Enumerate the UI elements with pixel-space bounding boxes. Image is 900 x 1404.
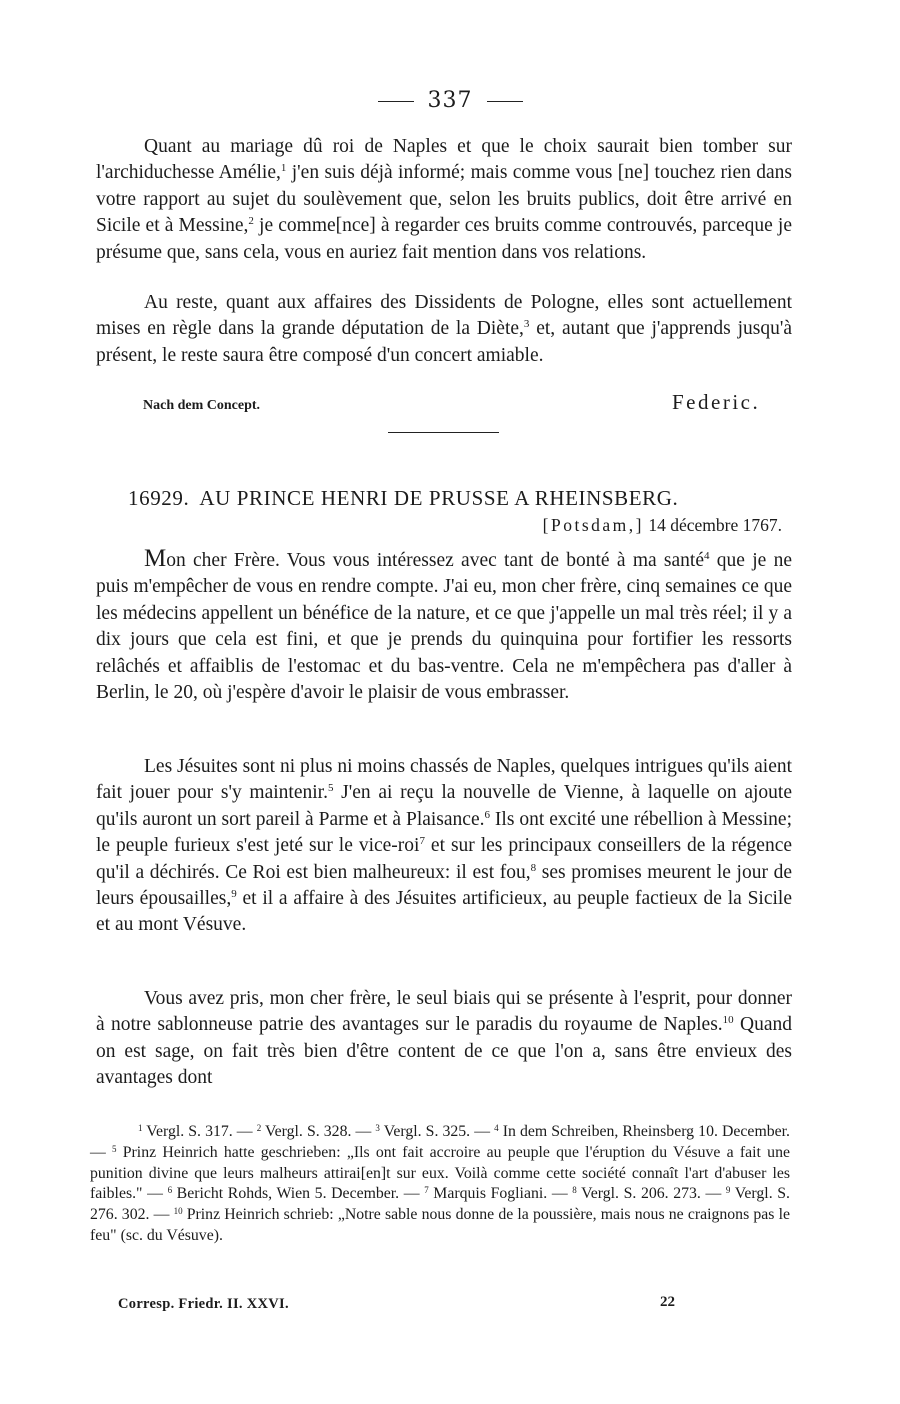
text-run: J'en ai reçu la nouvelle de Vienne, à laquelle on ajoute qu'ils auront un sort pareil à Parme et à Plaisance. (96, 782, 793, 830)
text-run: j'en suis déjà informé; mais comme vous [ne] touchez rien dans votre rapport au sujet du soulèvement que, selon les bruits publics, doit être arrivé en Sicile et à Messine, (96, 162, 792, 237)
letter-heading (128, 486, 788, 511)
text-run: Quand on est sage, on fait très bien d'être content de ce que l'on a, sans être envieux des avantages dont (96, 1014, 792, 1089)
text-run: Quant au mariage dû roi de Naples et que le choix saurait bien tomber sur l'archiduchesse Amélie, (96, 136, 792, 184)
footnote-mark: 5 (112, 1143, 117, 1154)
text-run: Vous avez pris, mon cher frère, le seul biais qui se présente à l'esprit, pour donner à notre sablonneuse patrie des avantages sur le paradis du royaume de Naples. (96, 988, 792, 1036)
text-run: Au reste, quant aux affaires des Dissidents de Pologne, elles sont actuellement mises en règle dans la grande députation de la Diète, (96, 292, 792, 340)
footnote-text: Vergl. S. 317. — (142, 1123, 257, 1140)
footer-source: Corresp. Friedr. II. XXVI. (118, 1296, 289, 1312)
footnote-text: Vergl. S. 328. — (261, 1123, 376, 1140)
footnote-ref: 7 (419, 835, 425, 848)
footnote-mark: 7 (424, 1185, 429, 1196)
text-run: Ils ont excité une rébellion à Messine; le peuple furieux s'est jeté sur le vice-roi (96, 808, 792, 857)
text-run: que je ne puis m'empêcher de vous en rendre compte. J'ai eu, mon cher frère, cinq semaines ce que les médecins appellent un bénéfice de la nature, et ce que j'appelle un mal très réel; il y a dix jours que cela est fini, et que je prends du quinquina pour fortifier les ressorts relâchés et affaiblis de l'estomac et du bas-ventre. Cela ne m'empêchera pas d'aller à Berlin, le 20, où j'espère d'avoir le plaisir de vous embrasser. (96, 550, 792, 704)
page-header (0, 88, 900, 113)
letter2-paragraph-2 (96, 754, 792, 939)
footnote-mark: 8 (572, 1185, 577, 1196)
footnote-text: Marquis Fogliani. — (428, 1185, 573, 1203)
source-note: Nach dem Concept. (143, 398, 261, 413)
letter-title: AU PRINCE HENRI DE PRUSSE A RHEINSBERG. (199, 486, 679, 510)
text-run: Les Jésuites sont ni plus ni moins chassés de Naples, quelques intrigues qu'ils aient fait jouer pour s'y maintenir. (96, 756, 793, 804)
footnote-ref: 5 (327, 782, 334, 795)
footnote-text: Vergl. S. 325. — (379, 1123, 495, 1140)
text-run: on cher Frère. Vous vous intéressez avec tant de bonté à ma santé (166, 550, 704, 571)
footnote-mark: 2 (256, 1123, 262, 1133)
letter-number: 16929. (128, 486, 190, 510)
footer-signature-number: 22 (660, 1294, 675, 1310)
header-dash-left (378, 101, 414, 102)
footnote-ref: 10 (722, 1014, 734, 1027)
footnote-ref: 2 (248, 215, 254, 228)
footnote-ref: 9 (231, 888, 237, 901)
footnote-ref: 1 (280, 162, 287, 175)
footnotes (90, 1122, 790, 1247)
footnote-mark: 9 (725, 1185, 731, 1196)
dateline-date: 14 décembre 1767. (648, 515, 782, 535)
section-divider (388, 432, 499, 433)
page-number: 337 (427, 88, 473, 113)
text-run: je comme[nce] à regarder ces bruits comme controuvés, parceque je présume que, sans cela, vous en auriez fait mention dans vos relations. (96, 215, 792, 263)
letter2-paragraph-1 (96, 546, 792, 706)
text-run: et, autant que j'apprends jusqu'à présent, le reste saura être composé d'un concert amiable. (96, 318, 793, 366)
text-run: ses promises meurent le jour de leurs épousailles, (96, 861, 792, 910)
footnote-mark: 1 (138, 1123, 143, 1133)
footnote-text: Bericht Rohds, Wien 5. December. — (172, 1185, 425, 1203)
footnote-mark: 6 (167, 1185, 173, 1196)
footnote-text: Vergl. S. 276. 302. — (90, 1185, 791, 1224)
footnote-ref: 3 (523, 318, 530, 331)
footnote-ref: 4 (704, 550, 710, 562)
footnote-ref: 8 (530, 861, 537, 874)
letter2-paragraph-3 (96, 986, 792, 1092)
signature: Federic. (672, 390, 761, 414)
dateline (543, 515, 782, 536)
letter1-paragraph-1 (96, 134, 792, 266)
footnote-text: Vergl. S. 206. 273. — (576, 1185, 726, 1203)
footnote-text: Prinz Heinrich schrieb: „Notre sable nous donne de la poussière, mais nous ne craignons pas le feu" (sc. du Vésuve). (90, 1206, 791, 1244)
initial-capital: M (144, 545, 167, 572)
header-dash-right (487, 101, 523, 102)
footnote-mark: 3 (375, 1123, 380, 1133)
text-run: et sur les principaux conseillers de la régence qu'il a déchirés. Ce Roi est bien malheureux: il est fou, (96, 835, 793, 883)
letter1-paragraph-2 (96, 290, 792, 369)
footnote-mark: 4 (494, 1123, 499, 1133)
footnote-text: Prinz Heinrich hatte geschrieben: „Ils ont fait accroire au peuple que l'éruption du Vésuve a fait une punition divine que leurs malheurs attirai[en]t sur eux. Voilà comme cette société connaît l'art d'abuser les faibles." — (90, 1143, 790, 1203)
dateline-place: [Potsdam,] (542, 515, 644, 535)
footnote-mark: 10 (173, 1206, 183, 1217)
text-run: et il a affaire à des Jésuites artificieux, au peuple factieux de la Sicile et au mont Vésuve. (96, 888, 792, 936)
footnote-ref: 6 (484, 808, 490, 821)
footnote-text: In dem Schreiben, Rheinsberg 10. December. — (90, 1123, 790, 1161)
